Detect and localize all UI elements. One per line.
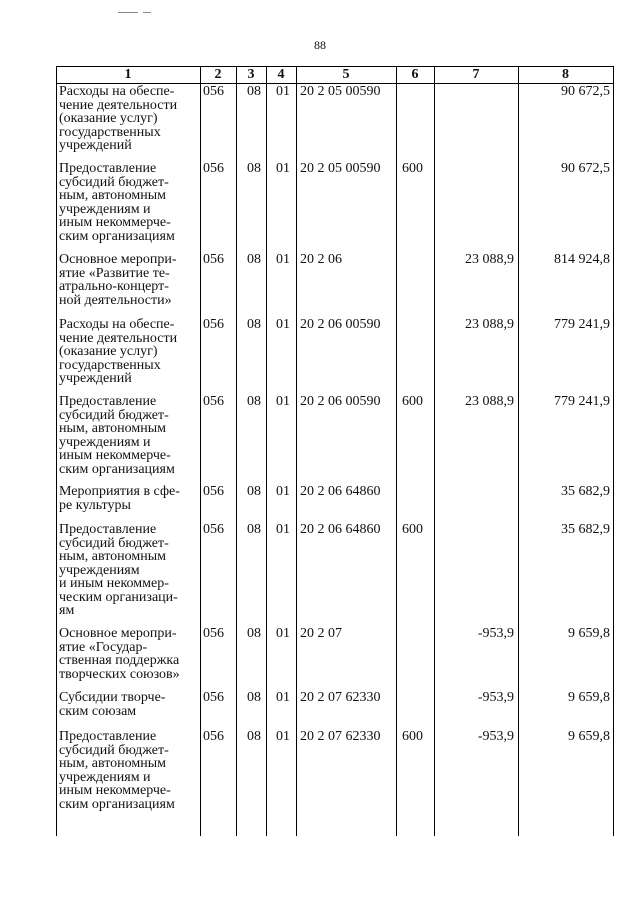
row-subsection: 01 (276, 252, 290, 267)
row-code: 056 (203, 252, 224, 267)
column-header: 7 (472, 67, 480, 82)
column-divider (56, 66, 57, 836)
budget-table (56, 66, 614, 836)
column-divider (518, 66, 519, 836)
row-change-amount: 23 088,9 (465, 317, 514, 332)
row-code: 056 (203, 161, 224, 176)
row-total-amount: 9 659,8 (568, 729, 610, 744)
column-divider (296, 66, 297, 836)
column-divider (266, 66, 267, 836)
row-section: 08 (247, 484, 261, 499)
row-target-article: 20 2 05 00590 (300, 161, 381, 176)
column-header: 3 (247, 67, 255, 82)
row-target-article: 20 2 06 (300, 252, 342, 267)
row-target-article: 20 2 07 62330 (300, 729, 381, 744)
column-divider (613, 66, 614, 836)
row-subsection: 01 (276, 161, 290, 176)
column-header: 1 (124, 67, 132, 82)
row-expense-type: 600 (402, 729, 423, 744)
row-change-amount: -953,9 (477, 729, 514, 744)
row-code: 056 (203, 317, 224, 332)
column-header: 2 (214, 67, 222, 82)
row-total-amount: 779 241,9 (554, 394, 610, 409)
row-code: 056 (203, 690, 224, 705)
row-subsection: 01 (276, 729, 290, 744)
row-target-article: 20 2 06 00590 (300, 317, 381, 332)
row-total-amount: 35 682,9 (561, 522, 610, 537)
column-header: 5 (342, 67, 350, 82)
row-section: 08 (247, 626, 261, 641)
row-description: Предоставление субсидий бюджет- ным, автономным учреждениям и иным некоммерче- ским организациям (59, 161, 175, 244)
row-description: Предоставление субсидий бюджет- ным, автономным учреждениям и иным некоммерче- ским организациям (59, 729, 175, 812)
row-expense-type: 600 (402, 394, 423, 409)
row-description: Расходы на обеспе- чение деятельности (оказание услуг) государственных учреждений (59, 317, 178, 386)
row-description: Субсидии творче- ским союзам (59, 690, 166, 719)
row-section: 08 (247, 252, 261, 267)
row-target-article: 20 2 06 64860 (300, 522, 381, 537)
row-subsection: 01 (276, 84, 290, 99)
scan-mark (143, 12, 151, 13)
row-section: 08 (247, 690, 261, 705)
row-code: 056 (203, 484, 224, 499)
row-section: 08 (247, 729, 261, 744)
row-subsection: 01 (276, 626, 290, 641)
row-subsection: 01 (276, 522, 290, 537)
row-total-amount: 779 241,9 (554, 317, 610, 332)
scan-mark (118, 12, 138, 13)
row-section: 08 (247, 84, 261, 99)
row-total-amount: 9 659,8 (568, 626, 610, 641)
row-total-amount: 90 672,5 (561, 161, 610, 176)
row-target-article: 20 2 07 (300, 626, 342, 641)
row-section: 08 (247, 317, 261, 332)
column-header: 6 (411, 67, 419, 82)
row-code: 056 (203, 626, 224, 641)
page-number: 88 (314, 38, 326, 52)
row-expense-type: 600 (402, 522, 423, 537)
row-total-amount: 814 924,8 (554, 252, 610, 267)
column-header: 8 (562, 67, 569, 82)
column-header: 4 (277, 67, 285, 82)
row-code: 056 (203, 729, 224, 744)
column-divider (396, 66, 397, 836)
row-target-article: 20 2 05 00590 (300, 84, 381, 99)
column-divider (236, 66, 237, 836)
row-subsection: 01 (276, 317, 290, 332)
row-change-amount: -953,9 (477, 626, 514, 641)
column-divider (434, 66, 435, 836)
row-change-amount: -953,9 (477, 690, 514, 705)
row-description: Основное меропри- ятие «Государ- ственная поддержка творческих союзов» (59, 626, 180, 682)
row-total-amount: 90 672,5 (561, 84, 610, 99)
column-divider (200, 66, 201, 836)
row-description: Расходы на обеспе- чение деятельности (оказание услуг) государственных учреждений (59, 84, 178, 153)
row-code: 056 (203, 84, 224, 99)
row-description: Мероприятия в сфе- ре культуры (59, 484, 180, 513)
row-total-amount: 9 659,8 (568, 690, 610, 705)
row-change-amount: 23 088,9 (465, 394, 514, 409)
row-description: Предоставление субсидий бюджет- ным, автономным учреждениям и иным некоммерче- ским организациям (59, 394, 175, 477)
row-target-article: 20 2 06 64860 (300, 484, 381, 499)
row-change-amount: 23 088,9 (465, 252, 514, 267)
row-section: 08 (247, 394, 261, 409)
row-total-amount: 35 682,9 (561, 484, 610, 499)
row-code: 056 (203, 394, 224, 409)
row-subsection: 01 (276, 690, 290, 705)
row-section: 08 (247, 522, 261, 537)
row-target-article: 20 2 06 00590 (300, 394, 381, 409)
row-section: 08 (247, 161, 261, 176)
row-description: Предоставление субсидий бюджет- ным, автономным учреждениям и иным некоммер- ческим организаци- ям (59, 522, 178, 618)
row-subsection: 01 (276, 484, 290, 499)
row-description: Основное меропри- ятие «Развитие те- атрально-концерт- ной деятельности» (59, 252, 177, 308)
row-subsection: 01 (276, 394, 290, 409)
row-expense-type: 600 (402, 161, 423, 176)
row-code: 056 (203, 522, 224, 537)
row-target-article: 20 2 07 62330 (300, 690, 381, 705)
